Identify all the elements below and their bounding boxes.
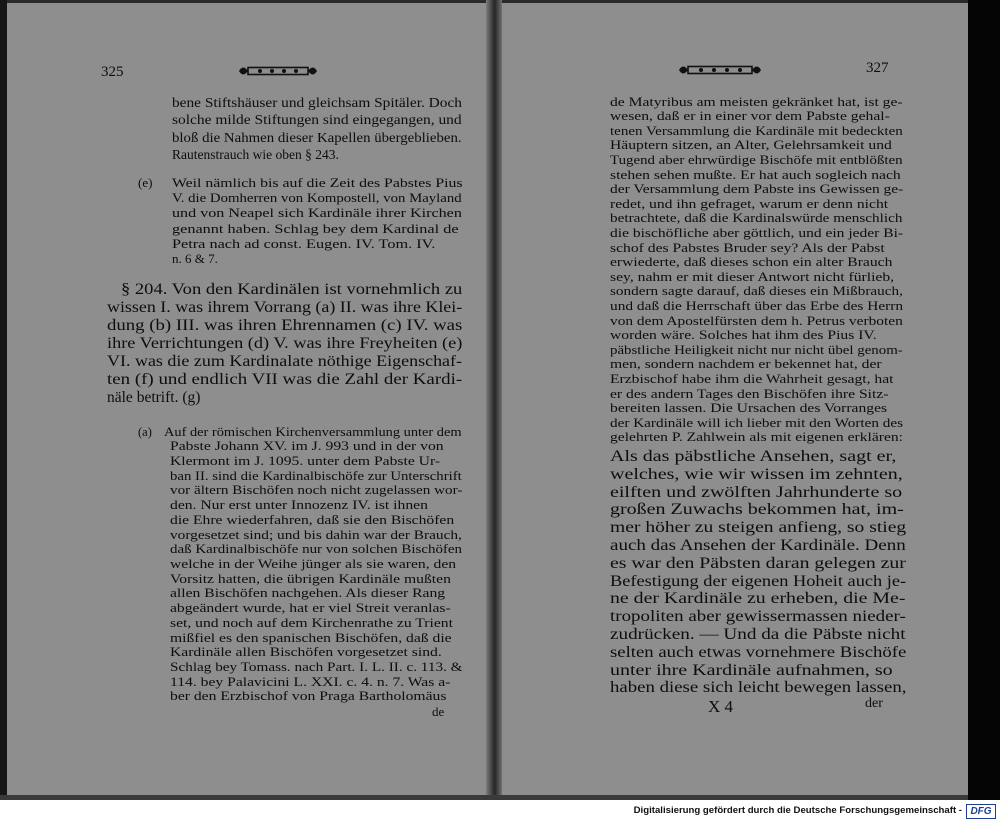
text-line: bene Stiftshäuser und gleichsam Spitäler. Doch [172,95,462,110]
footer-bar [0,800,1000,823]
text-line: schof des Pabstes Bruder sey? Als der Pabst [610,240,885,255]
text-line: ihre Verrichtungen (d) V. was ihre Freyheiten (e) [107,335,463,352]
footnote-continuation [610,95,903,445]
text-line: und von Neapel sich Kardinäle ihrer Kirchen [172,205,462,221]
continuation-note [172,94,462,163]
text-line: Auf der römischen Kirchenversammlung unter dem [164,424,462,439]
text-line: er des andern Tages den Bischöfen ihre Sitz- [610,386,889,401]
text-line: mer höher zu steigen anfieng, so stieg [610,519,907,537]
text-line: haben diese sich leicht bewegen lassen, [610,679,907,697]
text-line: tenen Versammlung die Kardinäle mit bedeckten [610,123,903,138]
funding-credit: Digitalisierung gefördert durch die Deutsche Forschungsgemeinschaft - [633,805,962,816]
header-ornament [238,63,318,79]
text-line: Tugend aber ehrwürdige Bischöfe mit entblößten [610,153,903,168]
text-line: gelehrten P. Zahlwein als mit eigenen erklären: [610,430,903,445]
text-line: zudrücken. — Und da die Päbste nicht [610,625,906,643]
text-line: sondern sagte darauf, daß dieses ein Mißbrauch, [610,284,903,299]
text-line: Erzbischof habe ihm die Wahrheit gesagt, hat [610,371,894,386]
page-number: 325 [101,64,124,80]
text-line: erwiederte, daß dieses schon ein alter Brauch [610,255,893,270]
footnote-e [172,175,462,266]
footnote-marker: (e) [138,175,153,190]
text-line: Vorsitz hatten, die übrigen Kardinäle mußten [170,571,451,586]
text-line: stehen sehen mußte. Er hat auch sogleich nach [610,167,901,182]
text-line: daß Kardinalbischöfe nur von solchen Bischöfen [170,542,463,557]
text-line: de Matyribus am meisten gekränket hat, ist ge- [610,94,903,109]
page-number: 327 [866,60,889,76]
text-line: genannt haben. Schlag bey dem Kardinal de [172,220,459,236]
scan-left-edge [0,0,7,800]
footnote-marker: (a) [138,424,152,439]
text-line: tropoliten aber gewissermassen nieder- [610,608,906,626]
text-line: men, sondern nachdem er bekennet hat, der [610,357,882,372]
text-line: ber den Erzbischof von Praga Bartholomäus [170,689,447,704]
text-line: Kardinäle allen Bischöfen vorgesetzet sind. [170,645,442,660]
text-line: Petra nach ad const. Eugen. IV. Tom. IV. [172,235,436,251]
text-line: selten auch etwas vornehmere Bischöfe [610,643,907,661]
text-line: näle betrift. (g) [107,389,201,406]
text-line: Rautenstrauch wie oben § 243. [172,146,339,162]
text-line: n. 6 & 7. [172,250,218,266]
text-line: bereiten lassen. Die Ursachen des Vorranges [610,401,888,416]
text-line: es war den Päbsten daran gelegen zur [610,554,906,572]
book-gutter [486,0,502,800]
text-line: den. Nur erst unter Innozenz IV. ist ihnen [170,498,428,513]
header-ornament [678,62,762,78]
text-line: Befestigung der eigenen Hoheit auch je- [610,572,907,590]
text-line: set, und noch auf dem Kirchenrathe zu Trient [170,615,453,630]
text-line: die Ehre wiederfahren, daß sie den Bischöfen [170,512,455,527]
dfg-logo[interactable]: DFG [966,804,996,819]
text-line: der Versammlung dem Pabste ins Gewissen ge- [610,182,904,197]
catchword: de [432,704,445,719]
text-line: der Kardinäle will ich lieber mit den Worten des [610,415,904,430]
text-line: Häuptern sitzen, an Alter, Gelehrsamkeit und [610,138,892,153]
text-line: Schlag bey Tomass. nach Part. I. L. II. c. 113. & [170,660,463,674]
text-line: ban II. sind die Kardinalbischöfe zur Unterschrift [170,468,462,483]
text-line: dung (b) III. was ihren Ehrennamen (c) IV. was [107,317,463,334]
text-line: wissen I. was ihrem Vorrang (a) II. was ihre Klei- [107,299,463,316]
text-line: VI. was die zum Kardinalate nöthige Eigenschaf- [107,353,463,370]
section-204 [107,281,462,407]
text-line: vor ältern Bischöfen noch nicht zugelassen wor- [170,483,463,498]
text-line: großen Zuwachs bekommen hat, im- [610,501,904,519]
text-line: vorgesetzet sind; und bis dahin war der Brauch, [170,527,462,542]
quotation [610,448,906,697]
text-line: von dem Apostelfürsten dem h. Petrus verboten [610,313,903,328]
text-line: abgeändert wurde, hat er viel Streit veranlas- [170,601,451,616]
text-line: sey, nahm er mit dieser Antwort nicht fürlieb, [610,269,895,284]
text-line: wesen, daß er in einer vor dem Pabste gehal- [610,109,890,124]
text-line: welche in der Weihe jünger als sie waren, den [170,556,457,571]
text-line: betrachtete, daß die Kardinalswürde menschlich [610,211,903,226]
text-line: Klermont im J. 1095. unter dem Pabste Ur- [170,453,441,468]
text-line: worden wäre. Solches hat ihm des Pius IV. [610,328,877,343]
text-line: päbstliche Heiligkeit nicht nur nicht übel genom- [610,342,903,357]
text-line: unter ihre Kardinäle aufnahmen, so [610,661,893,679]
catchword: der [865,696,883,711]
text-line: die bischöfliche aber göttlich, und ein jeder Bi- [610,226,904,241]
scan-right-edge [968,0,1000,800]
text-line: und daß die Herrschaft über das Erbe des Herrn [610,299,904,313]
text-line: bloß die Nahmen dieser Kapellen übergeblieben. [172,129,462,145]
text-line: ne der Kardinäle zu erheben, die Me- [610,590,906,608]
text-line: redet, und ihn gefraget, warum er denn nicht [610,196,889,211]
text-line: Weil nämlich bis auf die Zeit des Pabstes Pius [172,175,463,190]
text-line: Pabste Johann XV. im J. 993 und in der von [170,439,444,454]
text-line: Als das päbstliche Ansehen, sagt er, [610,448,897,465]
text-line: V. die Domherren von Kompostell, von Mayland [172,190,462,206]
text-line: auch das Ansehen der Kardinäle. Denn [610,536,906,554]
text-line: allen Bischöfen nachgehen. Als dieser Rang [170,586,446,601]
text-line: ten (f) und endlich VII was die Zahl der Kardi- [107,371,463,388]
text-line: mißfiel es den spanischen Bischöfen, daß die [170,630,452,645]
text-line: § 204. Von den Kardinälen ist vornehmlich zu [121,281,463,298]
text-line: 114. bey Palavicini L. XXI. c. 4. n. 7. Was a- [170,674,451,689]
footnote-a [164,424,463,705]
signature-mark: X 4 [708,697,734,716]
text-line: solche milde Stiftungen sind eingegangen, und [172,112,462,128]
text-line: eilften und zwölften Jahrhunderte so [610,483,903,501]
text-line: welches, wie wir wissen im zehnten, [610,465,903,483]
